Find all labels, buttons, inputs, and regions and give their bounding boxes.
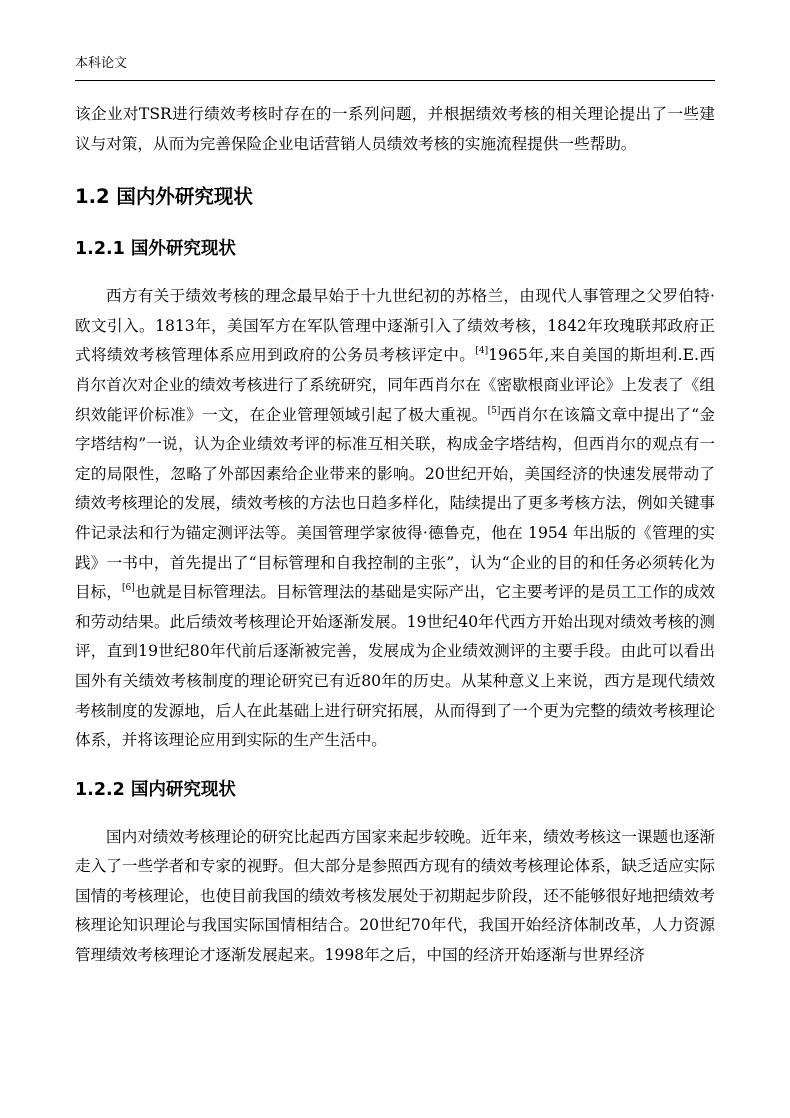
header-rule [75, 80, 715, 81]
section-heading-1-2: 1.2 国内外研究现状 [75, 185, 253, 209]
citation-5: [5] [487, 405, 501, 416]
section-heading-1-2-2: 1.2.2 国内研究现状 [75, 779, 236, 800]
paragraph-text: 也就是目标管理法。目标管理法的基础是实际产出，它主要考评的是员工工作的成效和劳动结果。此后绩效考核理论开始逐渐发展。19世纪40年代西方开始出现对绩效考核的测评，直到19世纪80年代前后逐渐被完善，发展成为企业绩效测评的主要手段。由此可以看出国外有关绩效考核制度的理论研究已有近80年的历史。从某种意义上来说，西方是现代绩效考核制度的发源地，后人在此基础上进行研究拓展，从而得到了一个更为完整的绩效考核理论体系，并将该理论应用到实际的生产生活中。 [75, 583, 715, 750]
foreign-research-paragraph [75, 282, 715, 756]
section-heading-1-2-1: 1.2.1 国外研究现状 [75, 239, 236, 260]
citation-6: [6] [122, 583, 135, 594]
citation-4: [4] [475, 346, 489, 357]
paragraph-text: 1965年,来自美国的斯坦利.E.西肖尔首次对企业的绩效考核进行了系统研究，同年西肖尔在《密歇根商业评论》上发表了《组织效能评价标准》一文，在企业管理领域引起了极大重视。 [75, 346, 715, 424]
page-content [75, 100, 715, 971]
running-header: 本科论文 [75, 56, 128, 71]
paragraph-text: 西肖尔在该篇文章中提出了“金字塔结构”一说，认为企业绩效考评的标准互相关联，构成金字塔结构，但西肖尔的观点有一定的局限性，忽略了外部因素给企业带来的影响。20世纪开始，美国经济的快速发展带动了绩效考核理论的发展，绩效考核的方法也日趋多样化，陆续提出了更多考核方法，例如关键事件记录法和行为锚定测评法等。美国管理学家彼得·德鲁克，他在 1954 年出版的《管理的实践》一书中，首先提出了“目标管理和自我控制的主张”，认为“企业的目的和任务必须转化为目标， [75, 405, 715, 602]
intro-paragraph: 该企业对TSR进行绩效考核时存在的一系列问题，并根据绩效考核的相关理论提出了一些建议与对策，从而为完善保险企业电话营销人员绩效考核的实施流程提供一些帮助。 [75, 105, 715, 153]
domestic-research-paragraph: 国内对绩效考核理论的研究比起西方国家来起步较晚。近年来，绩效考核这一课题也逐渐走入了一些学者和专家的视野。但大部分是参照西方现有的绩效考核理论体系，缺乏适应实际国情的考核理论，也使目前我国的绩效考核发展处于初期起步阶段，还不能够很好地把绩效考核理论知识理论与我国实际国情相结合。20世纪70年代，我国开始经济体制改革，人力资源管理绩效考核理论才逐渐发展起来。1998年之后，中国的经济开始逐渐与世界经济 [75, 827, 715, 965]
paragraph-text: 西方有关于绩效考核的理念最早始于十九世纪初的苏格兰，由现代人事管理之父罗伯特·欧文引入。1813年，美国军方在军队管理中逐渐引入了绩效考核，1842年玫瑰联邦政府正式将绩效考核管理体系应用到政府的公务员考核评定中。 [75, 287, 715, 365]
